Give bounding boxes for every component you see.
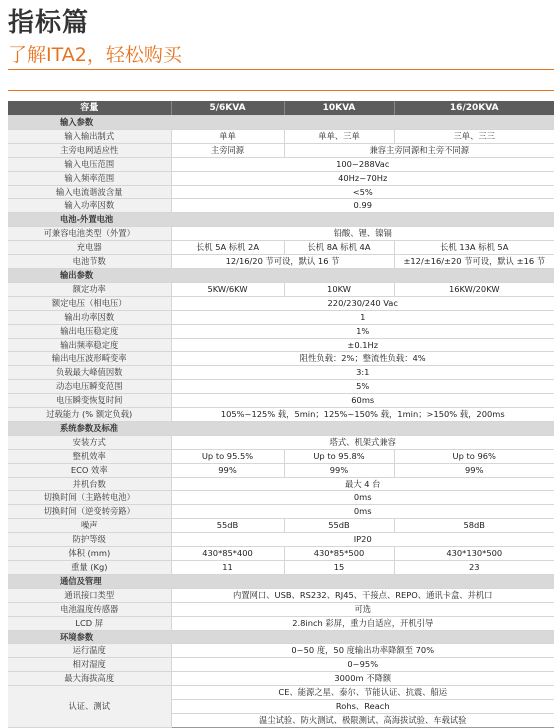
table-row (8, 686, 554, 700)
table-cell: 1% (171, 324, 554, 338)
table-row (8, 394, 554, 408)
table-cell: 16KW/20KW (394, 282, 554, 296)
table-row (8, 352, 554, 366)
header-5-6kva: 5/6KVA (171, 101, 284, 116)
table-row (8, 449, 554, 463)
row-label: 防护等级 (8, 533, 171, 547)
table-cell: 58dB (394, 519, 554, 533)
table-row (8, 435, 554, 449)
table-row (8, 282, 554, 296)
table-cell: 0ms (171, 491, 554, 505)
table-row (8, 255, 554, 269)
table-cell: 12/16/20 节可设，默认 16 节 (171, 255, 394, 269)
table-row (8, 463, 554, 477)
table-row (8, 616, 554, 630)
table-row (8, 491, 554, 505)
table-cell: 105%~125% 载，5min；125%~150% 载，1min；>150% 载，200ms (171, 408, 554, 422)
table-row (8, 185, 554, 199)
table-cell: 单单、三单 (284, 129, 394, 143)
table-row (8, 227, 554, 241)
table-cell: 220/230/240 Vac (171, 296, 554, 310)
row-label: 切换时间（逆变转旁路） (8, 505, 171, 519)
table-row (8, 241, 554, 255)
top-divider (8, 69, 554, 70)
lower-divider (8, 90, 554, 91)
table-row (8, 644, 554, 658)
section-title: 输出参数 (8, 268, 554, 282)
table-row (8, 588, 554, 602)
table-row (8, 561, 554, 575)
table-cell: 最大 4 台 (171, 477, 554, 491)
page-subtitle: 了解ITA2，轻松购买 (8, 44, 182, 66)
table-cell: 5KW/6KW (171, 282, 284, 296)
row-label: 体积 (mm) (8, 547, 171, 561)
table-row (8, 547, 554, 561)
page-title: 指标篇 (8, 8, 90, 38)
row-label: 重量 (Kg) (8, 561, 171, 575)
table-cell: 0ms (171, 505, 554, 519)
table-cell: 40Hz~70Hz (171, 171, 554, 185)
header-capacity: 容量 (8, 101, 171, 116)
table-row (8, 366, 554, 380)
row-label: 输入电压范围 (8, 157, 171, 171)
table-cell: 15 (284, 561, 394, 575)
table-cell: Up to 96% (394, 449, 554, 463)
table-cell: 100~288Vac (171, 157, 554, 171)
section-header-row (8, 421, 554, 435)
table-cell: 430*85*400 (171, 547, 284, 561)
table-cell: 内置网口、USB、RS232、RJ45、干接点、REPO、通讯卡盒、并机口 (171, 588, 554, 602)
spec-table (8, 101, 554, 728)
section-title: 电池-外置电池 (8, 213, 554, 227)
row-label: 主旁电网适应性 (8, 143, 171, 157)
table-cell: 三单、三三 (394, 129, 554, 143)
table-row (8, 129, 554, 143)
row-label: 电压瞬变恢复时间 (8, 394, 171, 408)
table-row (8, 477, 554, 491)
table-cell: 阻性负载：2%；整流性负载：4% (171, 352, 554, 366)
table-cell: 55dB (171, 519, 284, 533)
table-row (8, 658, 554, 672)
row-label: 相对湿度 (8, 658, 171, 672)
table-cell: <5% (171, 185, 554, 199)
table-cell: 可选 (171, 602, 554, 616)
row-label: 切换时间（主路转电池） (8, 491, 171, 505)
row-label: 并机台数 (8, 477, 171, 491)
section-header-row (8, 213, 554, 227)
table-cell: 430*85*500 (284, 547, 394, 561)
table-cell: 430*130*500 (394, 547, 554, 561)
row-label: 安装方式 (8, 435, 171, 449)
row-label: 输出电压稳定度 (8, 324, 171, 338)
table-cell: 主旁同源 (171, 143, 284, 157)
table-cell: 5% (171, 380, 554, 394)
table-cell: 99% (171, 463, 284, 477)
table-cell: 兼容主旁同源和主旁不同源 (284, 143, 554, 157)
table-cell: 60ms (171, 394, 554, 408)
table-row (8, 171, 554, 185)
table-row (8, 380, 554, 394)
table-cell: 单单 (171, 129, 284, 143)
row-label: 运行温度 (8, 644, 171, 658)
table-row (8, 143, 554, 157)
table-row (8, 519, 554, 533)
row-label: 可兼容电池类型（外置） (8, 227, 171, 241)
section-title: 环境参数 (8, 630, 554, 644)
table-row (8, 324, 554, 338)
row-label: 输出电压波形畸变率 (8, 352, 171, 366)
header-10kva: 10KVA (284, 101, 394, 116)
section-title: 系统参数及标准 (8, 421, 554, 435)
row-label: 电池温度传感器 (8, 602, 171, 616)
table-row (8, 672, 554, 686)
table-cell: 0~50 度，50 度输出功率降额至 70% (171, 644, 554, 658)
table-cell: 99% (394, 463, 554, 477)
table-cell: 3000m 不降额 (171, 672, 554, 686)
table-cell: 11 (171, 561, 284, 575)
table-row (8, 296, 554, 310)
row-label: LCD 屏 (8, 616, 171, 630)
row-label: 输出频率稳定度 (8, 338, 171, 352)
row-label: 输入电流谐波含量 (8, 185, 171, 199)
row-label: ECO 效率 (8, 463, 171, 477)
table-cell: 3:1 (171, 366, 554, 380)
table-cell: 塔式、机架式兼容 (171, 435, 554, 449)
row-label: 电池节数 (8, 255, 171, 269)
table-cell: 0.99 (171, 199, 554, 213)
table-row (8, 408, 554, 422)
section-header-row (8, 116, 554, 130)
row-label: 过载能力 (% 额定负载) (8, 408, 171, 422)
table-cell: 铅酸、锂、镍镉 (171, 227, 554, 241)
table-cell: 2.8inch 彩屏，重力自适应，开机引导 (171, 616, 554, 630)
row-label: 动态电压瞬变范围 (8, 380, 171, 394)
row-label: 输入频率范围 (8, 171, 171, 185)
header-16-20kva: 16/20KVA (394, 101, 554, 116)
table-cell: CE、能源之星、泰尔、节能认证、抗震、船运 (171, 686, 554, 700)
table-row (8, 310, 554, 324)
row-label: 充电器 (8, 241, 171, 255)
section-header-row (8, 574, 554, 588)
row-label: 输入功率因数 (8, 199, 171, 213)
table-cell: 温尘试验、防火测试、极限测试、高海拔试验、车载试验 (171, 713, 554, 727)
row-label: 通讯接口类型 (8, 588, 171, 602)
table-row (8, 505, 554, 519)
table-cell: ±0.1Hz (171, 338, 554, 352)
table-cell: IP20 (171, 533, 554, 547)
table-row (8, 338, 554, 352)
table-cell: 55dB (284, 519, 394, 533)
table-row (8, 199, 554, 213)
table-cell: ±12/±16/±20 节可设，默认 ±16 节 (394, 255, 554, 269)
section-header-row (8, 630, 554, 644)
table-row (8, 533, 554, 547)
table-cell: 长机 13A 标机 5A (394, 241, 554, 255)
row-label: 输出功率因数 (8, 310, 171, 324)
table-row (8, 157, 554, 171)
section-title: 输入参数 (8, 116, 554, 130)
row-label: 额定功率 (8, 282, 171, 296)
row-label: 最大海拔高度 (8, 672, 171, 686)
row-label: 负载最大峰值因数 (8, 366, 171, 380)
table-cell: 10KW (284, 282, 394, 296)
table-cell: 0~95% (171, 658, 554, 672)
table-header-row (8, 101, 554, 116)
table-cell: 99% (284, 463, 394, 477)
row-label: 整机效率 (8, 449, 171, 463)
table-cell: Up to 95.8% (284, 449, 394, 463)
section-title: 通信及管理 (8, 574, 554, 588)
table-cell: 23 (394, 561, 554, 575)
row-label: 噪声 (8, 519, 171, 533)
table-cell: Up to 95.5% (171, 449, 284, 463)
table-row (8, 602, 554, 616)
row-label: 额定电压（相电压） (8, 296, 171, 310)
table-cell: 1 (171, 310, 554, 324)
row-label: 认证、测试 (8, 686, 171, 728)
table-cell: 长机 5A 标机 2A (171, 241, 284, 255)
table-cell: Rohs、Reach (171, 700, 554, 714)
section-header-row (8, 268, 554, 282)
row-label: 输入输出制式 (8, 129, 171, 143)
table-cell: 长机 8A 标机 4A (284, 241, 394, 255)
